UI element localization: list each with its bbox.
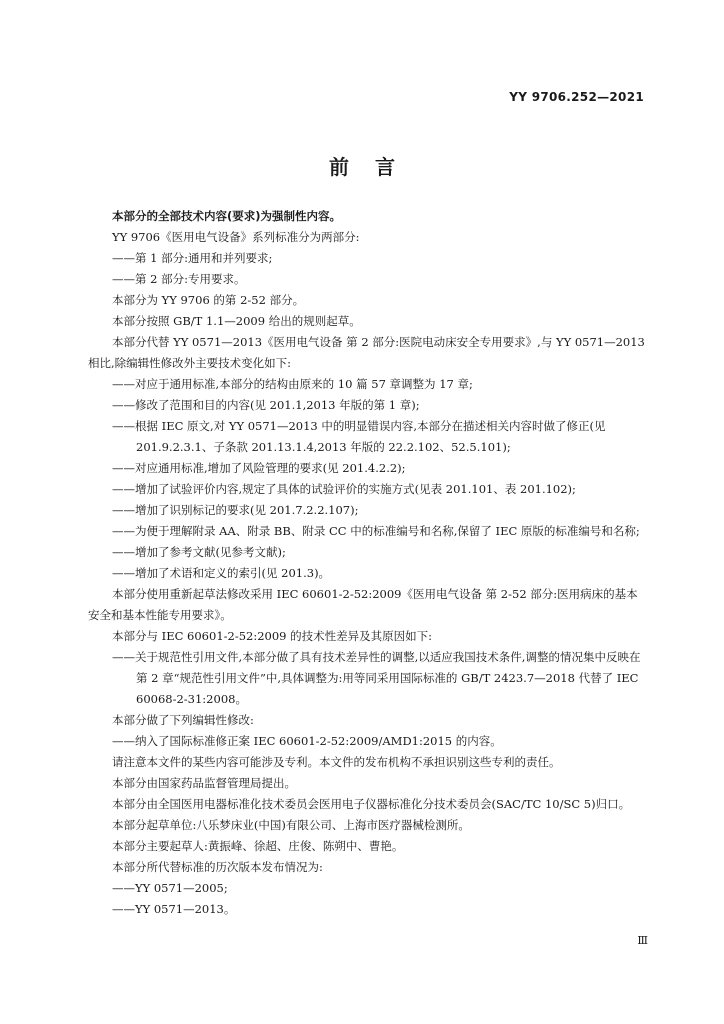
paragraph: 本部分代替 YY 0571—2013《医用电气设备 第 2 部分:医院电动床安全专用要求》,与 YY 0571—2013 相比,除编辑性修改外主要技术变化如下:	[88, 335, 645, 370]
list-item: ——对应通用标准,增加了风险管理的要求(见 201.4.2.2);	[112, 461, 406, 475]
list-item: ——为便于理解附录 AA、附录 BB、附录 CC 中的标准编号和名称,保留了 IEC 原版的标准编号和名称;	[112, 524, 640, 538]
list-item: ——YY 0571—2005;	[112, 881, 228, 895]
paragraph: 本部分做了下列编辑性修改:	[112, 713, 254, 727]
paragraph: 本部分为 YY 9706 的第 2-52 部分。	[112, 293, 305, 307]
mandatory-statement: 本部分的全部技术内容(要求)为强制性内容。	[112, 209, 342, 223]
standard-number: YY 9706.252—2021	[509, 90, 644, 104]
paragraph: YY 9706《医用电气设备》系列标准分为两部分:	[112, 230, 360, 244]
list-item: ——第 1 部分:通用和并列要求;	[112, 251, 273, 265]
list-item: ——修改了范围和目的内容(见 201.1,2013 年版的第 1 章);	[112, 398, 420, 412]
list-item: ——第 2 部分:专用要求。	[112, 272, 246, 286]
list-item: ——关于规范性引用文件,本部分做了具有技术差异性的调整,以适应我国技术条件,调整的情况集中反映在第 2 章“规范性引用文件”中,具体调整为:用等同采用国际标准的 GB/T 2423.7—2018 代替了 IEC 60068-2-31:2008。	[112, 650, 641, 706]
list-item: ——根据 IEC 原文,对 YY 0571—2013 中的明显错误内容,本部分在描述相关内容时做了修正(见 201.9.2.3.1、子条款 201.13.1.4,2013 年版的 22.2.102、52.5.101);	[112, 419, 606, 454]
document-body	[88, 206, 648, 920]
list-item: ——YY 0571—2013。	[112, 902, 236, 916]
list-item: ——对应于通用标准,本部分的结构由原来的 10 篇 57 章调整为 17 章;	[112, 377, 473, 391]
list-item: ——增加了试验评价内容,规定了具体的试验评价的实施方式(见表 201.101、表 201.102);	[112, 482, 576, 496]
paragraph: 请注意本文件的某些内容可能涉及专利。本文件的发布机构不承担识别这些专利的责任。	[112, 755, 561, 769]
paragraph: 本部分与 IEC 60601-2-52:2009 的技术性差异及其原因如下:	[112, 629, 433, 643]
page-title: 前言	[329, 155, 421, 179]
paragraph: 本部分起草单位:八乐梦床业(中国)有限公司、上海市医疗器械检测所。	[112, 818, 470, 832]
paragraph: 本部分主要起草人:黄振峰、徐超、庄俊、陈朔中、曹艳。	[112, 839, 404, 853]
paragraph: 本部分由全国医用电器标准化技术委员会医用电子仪器标准化分技术委员会(SAC/TC 10/SC 5)归口。	[112, 797, 631, 811]
paragraph: 本部分使用重新起草法修改采用 IEC 60601-2-52:2009《医用电气设备 第 2-52 部分:医用病床的基本安全和基本性能专用要求》。	[88, 587, 638, 622]
list-item: ——增加了术语和定义的索引(见 201.3)。	[112, 566, 331, 580]
paragraph: 本部分按照 GB/T 1.1—2009 给出的规则起草。	[112, 314, 361, 328]
list-item: ——增加了识别标记的要求(见 201.7.2.2.107);	[112, 503, 359, 517]
list-item: ——增加了参考文献(见参考文献);	[112, 545, 286, 559]
paragraph: 本部分所代替标准的历次版本发布情况为:	[112, 860, 323, 874]
list-item: ——纳入了国际标准修正案 IEC 60601-2-52:2009/AMD1:2015 的内容。	[112, 734, 502, 748]
paragraph: 本部分由国家药品监督管理局提出。	[112, 776, 296, 790]
page-number: Ⅲ	[637, 934, 648, 947]
